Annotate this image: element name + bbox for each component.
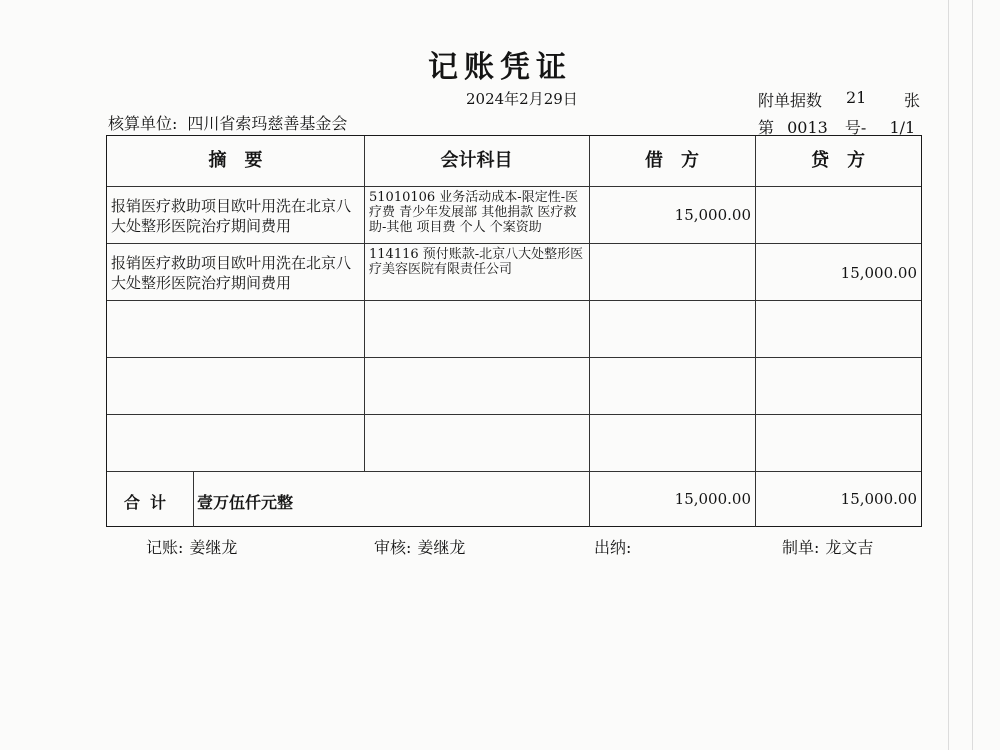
column-divider [193, 471, 194, 527]
cashier-field [594, 535, 637, 558]
preparer-name: 龙文吉 [825, 538, 874, 557]
voucher-number-suffix: 号- [844, 118, 867, 137]
paper-edge-line [972, 0, 973, 750]
row-2-credit: 15,000.00 [840, 264, 917, 282]
column-divider [755, 136, 756, 527]
voucher-number-prefix: 第 [758, 118, 775, 137]
attachment-count: 21 [846, 88, 867, 107]
row-2-account: 114116 预付账款-北京八大处整形医疗美容医院有限责任公司 [369, 247, 584, 277]
preparer-field [782, 535, 873, 558]
voucher-number: 0013 [787, 118, 828, 137]
accounting-unit-label: 核算单位: [108, 114, 178, 133]
row-2-summary: 报销医疗救助项目欧叶用洗在北京八大处整形医院治疗期间费用 [111, 254, 352, 292]
voucher-date: 2024年2月29日 [466, 90, 578, 108]
row-1-debit: 15,000.00 [674, 206, 751, 224]
header-summary: 摘 要 [208, 150, 263, 171]
header-debit: 借 方 [645, 150, 699, 171]
attachment-unit: 张 [904, 91, 921, 110]
row-1-summary: 报销医疗救助项目欧叶用洗在北京八大处整形医院治疗期间费用 [111, 197, 352, 235]
row-divider [107, 357, 921, 358]
reviewer-name: 姜继龙 [417, 538, 466, 557]
row-divider [107, 300, 921, 301]
row-divider [107, 414, 921, 415]
reviewer-label: 审核: [374, 538, 412, 557]
total-label: 合计 [123, 493, 176, 512]
voucher-table [106, 135, 922, 527]
bookkeeper-field [146, 535, 237, 558]
accounting-unit-name: 四川省索玛慈善基金会 [187, 114, 348, 133]
voucher-title: 记账凭证 [428, 50, 572, 85]
row-divider [107, 471, 921, 472]
reviewer-field [374, 535, 465, 558]
row-divider [107, 186, 921, 187]
row-1-account: 51010106 业务活动成本-限定性-医疗费 青少年发展部 其他捐款 医疗救助-其他 项目费 个人 个案资助 [369, 190, 579, 235]
header-account: 会计科目 [440, 150, 513, 171]
bookkeeper-name: 姜继龙 [189, 538, 238, 557]
total-debit: 15,000.00 [674, 490, 751, 508]
bookkeeper-label: 记账: [146, 538, 184, 557]
total-credit: 15,000.00 [840, 490, 917, 508]
accounting-unit-row [108, 111, 347, 134]
header-credit: 贷 方 [811, 150, 865, 171]
preparer-label: 制单: [782, 538, 820, 557]
paper-edge-line [948, 0, 949, 750]
total-amount-in-words: 壹万伍仟元整 [197, 493, 294, 512]
cashier-label: 出纳: [594, 538, 632, 557]
voucher-page: 1/1 [889, 118, 916, 137]
row-divider [107, 243, 921, 244]
attachment-count-row [758, 88, 921, 111]
attachment-label: 附单据数 [758, 91, 823, 110]
